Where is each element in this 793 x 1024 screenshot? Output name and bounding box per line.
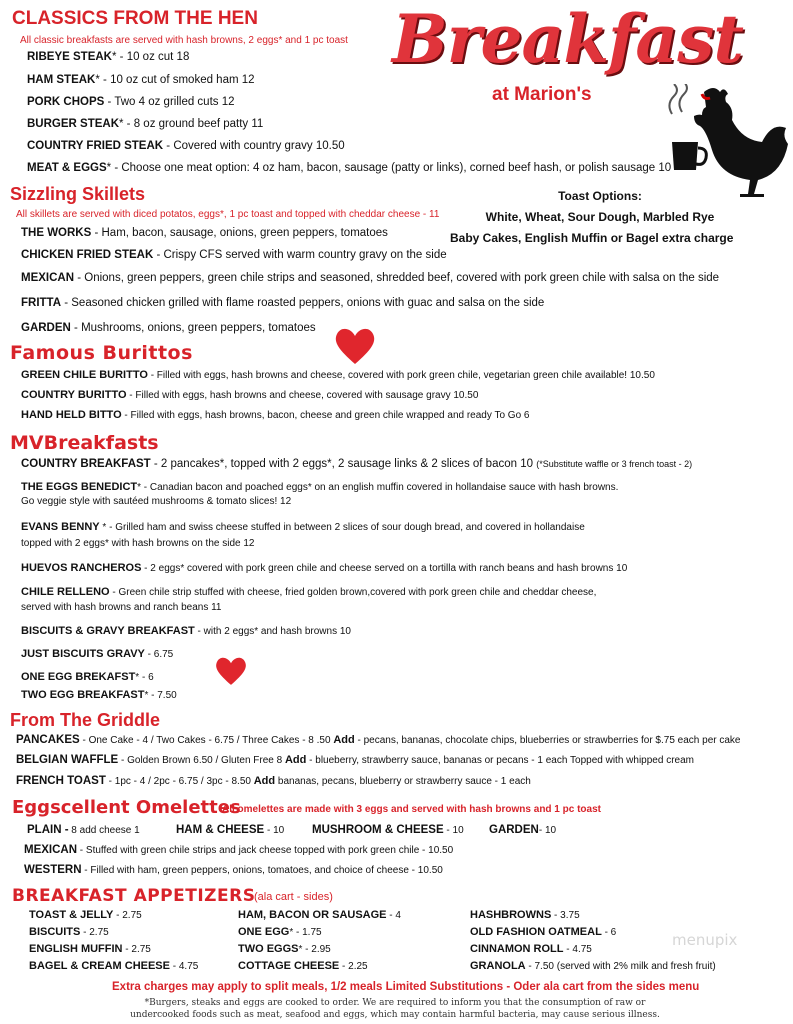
footer-disclaimer-line2: undercooked foods such as meat, seafood and eggs, which may contain harmful bacteria, may cause serious illness. bbox=[130, 1010, 660, 1020]
menu-item: PLAIN - 8 add cheese 1 bbox=[27, 824, 140, 836]
section-title-burritos: Famous Burittos bbox=[10, 342, 193, 364]
section-title-appetizers: BREAKFAST APPETIZERS bbox=[12, 886, 256, 906]
menu-item: PORK CHOPS - Two 4 oz grilled cuts 12 bbox=[27, 96, 235, 108]
menu-item: MEXICAN - Stuffed with green chile strips and jack cheese topped with pork green chile - 10.50 bbox=[24, 844, 454, 856]
menu-item-line2: served with hash browns and ranch beans 11 bbox=[21, 602, 222, 613]
classics-note: All classic breakfasts are served with hash browns, 2 eggs* and 1 pc toast bbox=[20, 35, 348, 46]
menu-item: RIBEYE STEAK* - 10 oz cut 18 bbox=[27, 51, 190, 63]
section-title-classics: CLASSICS FROM THE HEN bbox=[12, 8, 258, 29]
menu-item: CHILE RELLENO - Green chile strip stuffed with cheese, fried golden brown,covered with pork green chile and cheddar cheese, bbox=[21, 586, 597, 598]
menu-item: THE WORKS - Ham, bacon, sausage, onions, green peppers, tomatoes bbox=[21, 227, 388, 239]
heart-icon bbox=[333, 326, 377, 366]
appetizer-item: HAM, BACON OR SAUSAGE - 4 bbox=[238, 909, 401, 921]
menu-item: GREEN CHILE BURITTO - Filled with eggs, hash browns and cheese, covered with pork green chile, vegetarian green chile available! 10.50 bbox=[21, 369, 655, 381]
menu-item: BURGER STEAK* - 8 oz ground beef patty 11 bbox=[27, 118, 264, 130]
appetizer-item: ENGLISH MUFFIN - 2.75 bbox=[29, 943, 151, 955]
menu-item: BISCUITS & GRAVY BREAKFAST - with 2 eggs* and hash browns 10 bbox=[21, 625, 351, 637]
menu-item: MUSHROOM & CHEESE - 10 bbox=[312, 824, 464, 836]
menu-item: GARDEN - Mushrooms, onions, green peppers, tomatoes bbox=[21, 322, 316, 334]
appetizer-item: BISCUITS - 2.75 bbox=[29, 926, 109, 938]
appetizer-item: ONE EGG* - 1.75 bbox=[238, 926, 322, 938]
menu-item: EVANS BENNY * - Grilled ham and swiss cheese stuffed in between 2 slices of sour dough bread, and covered in hollandaise bbox=[21, 521, 585, 533]
menu-item: FRITTA - Seasoned chicken grilled with flame roasted peppers, onions with guac and salsa on the side bbox=[21, 297, 545, 309]
menu-item: HAND HELD BITTO - Filled with eggs, hash browns, bacon, cheese and green chile wrapped and ready To Go 6 bbox=[21, 409, 530, 421]
menu-item: HAM & CHEESE - 10 bbox=[176, 824, 285, 836]
appetizer-item: CINNAMON ROLL - 4.75 bbox=[470, 943, 592, 955]
heart-icon bbox=[214, 654, 248, 688]
menu-item: FRENCH TOAST - 1pc - 4 / 2pc - 6.75 / 3pc - 8.50 Add bananas, pecans, blueberry or strawberry sauce - 1 each bbox=[16, 775, 531, 787]
footer-disclaimer-line1: *Burgers, steaks and eggs are cooked to order. We are required to inform you that the consumption of raw or bbox=[144, 998, 646, 1008]
appetizers-note: (ala cart - sides) bbox=[254, 891, 333, 903]
menu-item: MEXICAN - Onions, green peppers, green chile strips and seasoned, shredded beef, covered with pork green chile with salsa on the side bbox=[21, 272, 720, 284]
appetizer-item: BAGEL & CREAM CHEESE - 4.75 bbox=[29, 960, 199, 972]
watermark: menupix bbox=[672, 931, 738, 949]
menu-item: COUNTRY BREAKFAST - 2 pancakes*, topped with 2 eggs*, 2 sausage links & 2 slices of bacon 10 (*Substitute waffle or 3 french toast - 2) bbox=[21, 458, 693, 470]
menu-item: HAM STEAK* - 10 oz cut of smoked ham 12 bbox=[27, 74, 255, 86]
toast-options-line2: Baby Cakes, English Muffin or Bagel extra charge bbox=[450, 231, 734, 245]
appetizer-item: GRANOLA - 7.50 (served with 2% milk and fresh fruit) bbox=[470, 960, 716, 972]
menu-item: COUNTRY BURITTO - Filled with eggs, hash browns and cheese, covered with sausage gravy 10.50 bbox=[21, 389, 479, 401]
menu-item: HUEVOS RANCHEROS - 2 eggs* covered with pork green chile and cheese served on a tortilla with ranch beans and hash browns 10 bbox=[21, 562, 628, 574]
section-title-mvbreakfasts: MVBreakfasts bbox=[10, 432, 159, 454]
menu-item: MEAT & EGGS* - Choose one meat option: 4 oz ham, bacon, sausage (patty or links), corned beef hash, or polish sausage 10 bbox=[27, 162, 672, 174]
menu-item: TWO EGG BREAKFAST* - 7.50 bbox=[21, 689, 177, 701]
omelettes-note: All omelettes are made with 3 eggs and served with hash browns and 1 pc toast bbox=[222, 804, 601, 815]
logo-subtitle: at Marion's bbox=[492, 84, 592, 105]
appetizer-item: HASHBROWNS - 3.75 bbox=[470, 909, 580, 921]
menu-item: ONE EGG BREKAFST* - 6 bbox=[21, 671, 154, 683]
appetizer-item: TWO EGGS* - 2.95 bbox=[238, 943, 331, 955]
appetizer-item: OLD FASHION OATMEAL - 6 bbox=[470, 926, 617, 938]
toast-options-line1: White, Wheat, Sour Dough, Marbled Rye bbox=[485, 210, 715, 224]
menu-item: GARDEN- 10 bbox=[489, 824, 557, 836]
menu-item: COUNTRY FRIED STEAK - Covered with country gravy 10.50 bbox=[27, 140, 345, 152]
menu-item: WESTERN - Filled with ham, green peppers, onions, tomatoes, and choice of cheese - 10.50 bbox=[24, 864, 443, 876]
section-title-skillets: Sizzling Skillets bbox=[10, 184, 146, 204]
rooster-coffee-graphic bbox=[662, 84, 792, 202]
menu-item: JUST BISCUITS GRAVY - 6.75 bbox=[21, 648, 174, 660]
section-title-griddle: From The Griddle bbox=[10, 710, 161, 730]
menu-item: CHICKEN FRIED STEAK - Crispy CFS served with warm country gravy on the side bbox=[21, 249, 447, 261]
appetizer-item: COTTAGE CHEESE - 2.25 bbox=[238, 960, 368, 972]
menu-item-line2: topped with 2 eggs* with hash browns on the side 12 bbox=[21, 538, 255, 549]
menu-item-line2: Go veggie style with sautéed mushrooms & tomato slices! 12 bbox=[21, 496, 292, 507]
skillets-note: All skillets are served with diced potatos, eggs*, 1 pc toast and topped with cheddar cheese - 11 bbox=[16, 209, 440, 220]
logo-title: Breakfast bbox=[392, 0, 743, 78]
menu-item: BELGIAN WAFFLE - Golden Brown 6.50 / Gluten Free 8 Add - blueberry, strawberry sauce, bananas or pecans - 1 each Topped with whipped cream bbox=[16, 754, 694, 766]
menu-item: PANCAKES - One Cake - 4 / Two Cakes - 6.75 / Three Cakes - 8 .50 Add - pecans, bananas, chocolate chips, blueberries or strawberries for $.75 each per cake bbox=[16, 734, 741, 746]
section-title-omelettes: Eggscellent Omelettes bbox=[12, 797, 241, 818]
menu-item: THE EGGS BENEDICT* - Canadian bacon and poached eggs* on an english muffin covered in hollandaise sauce with hash browns. bbox=[21, 481, 619, 493]
toast-options-title: Toast Options: bbox=[558, 189, 642, 203]
footer-notice: Extra charges may apply to split meals, 1/2 meals Limited Substitutions - Oder ala cart from the sides menu bbox=[112, 981, 700, 993]
appetizer-item: TOAST & JELLY - 2.75 bbox=[29, 909, 142, 921]
